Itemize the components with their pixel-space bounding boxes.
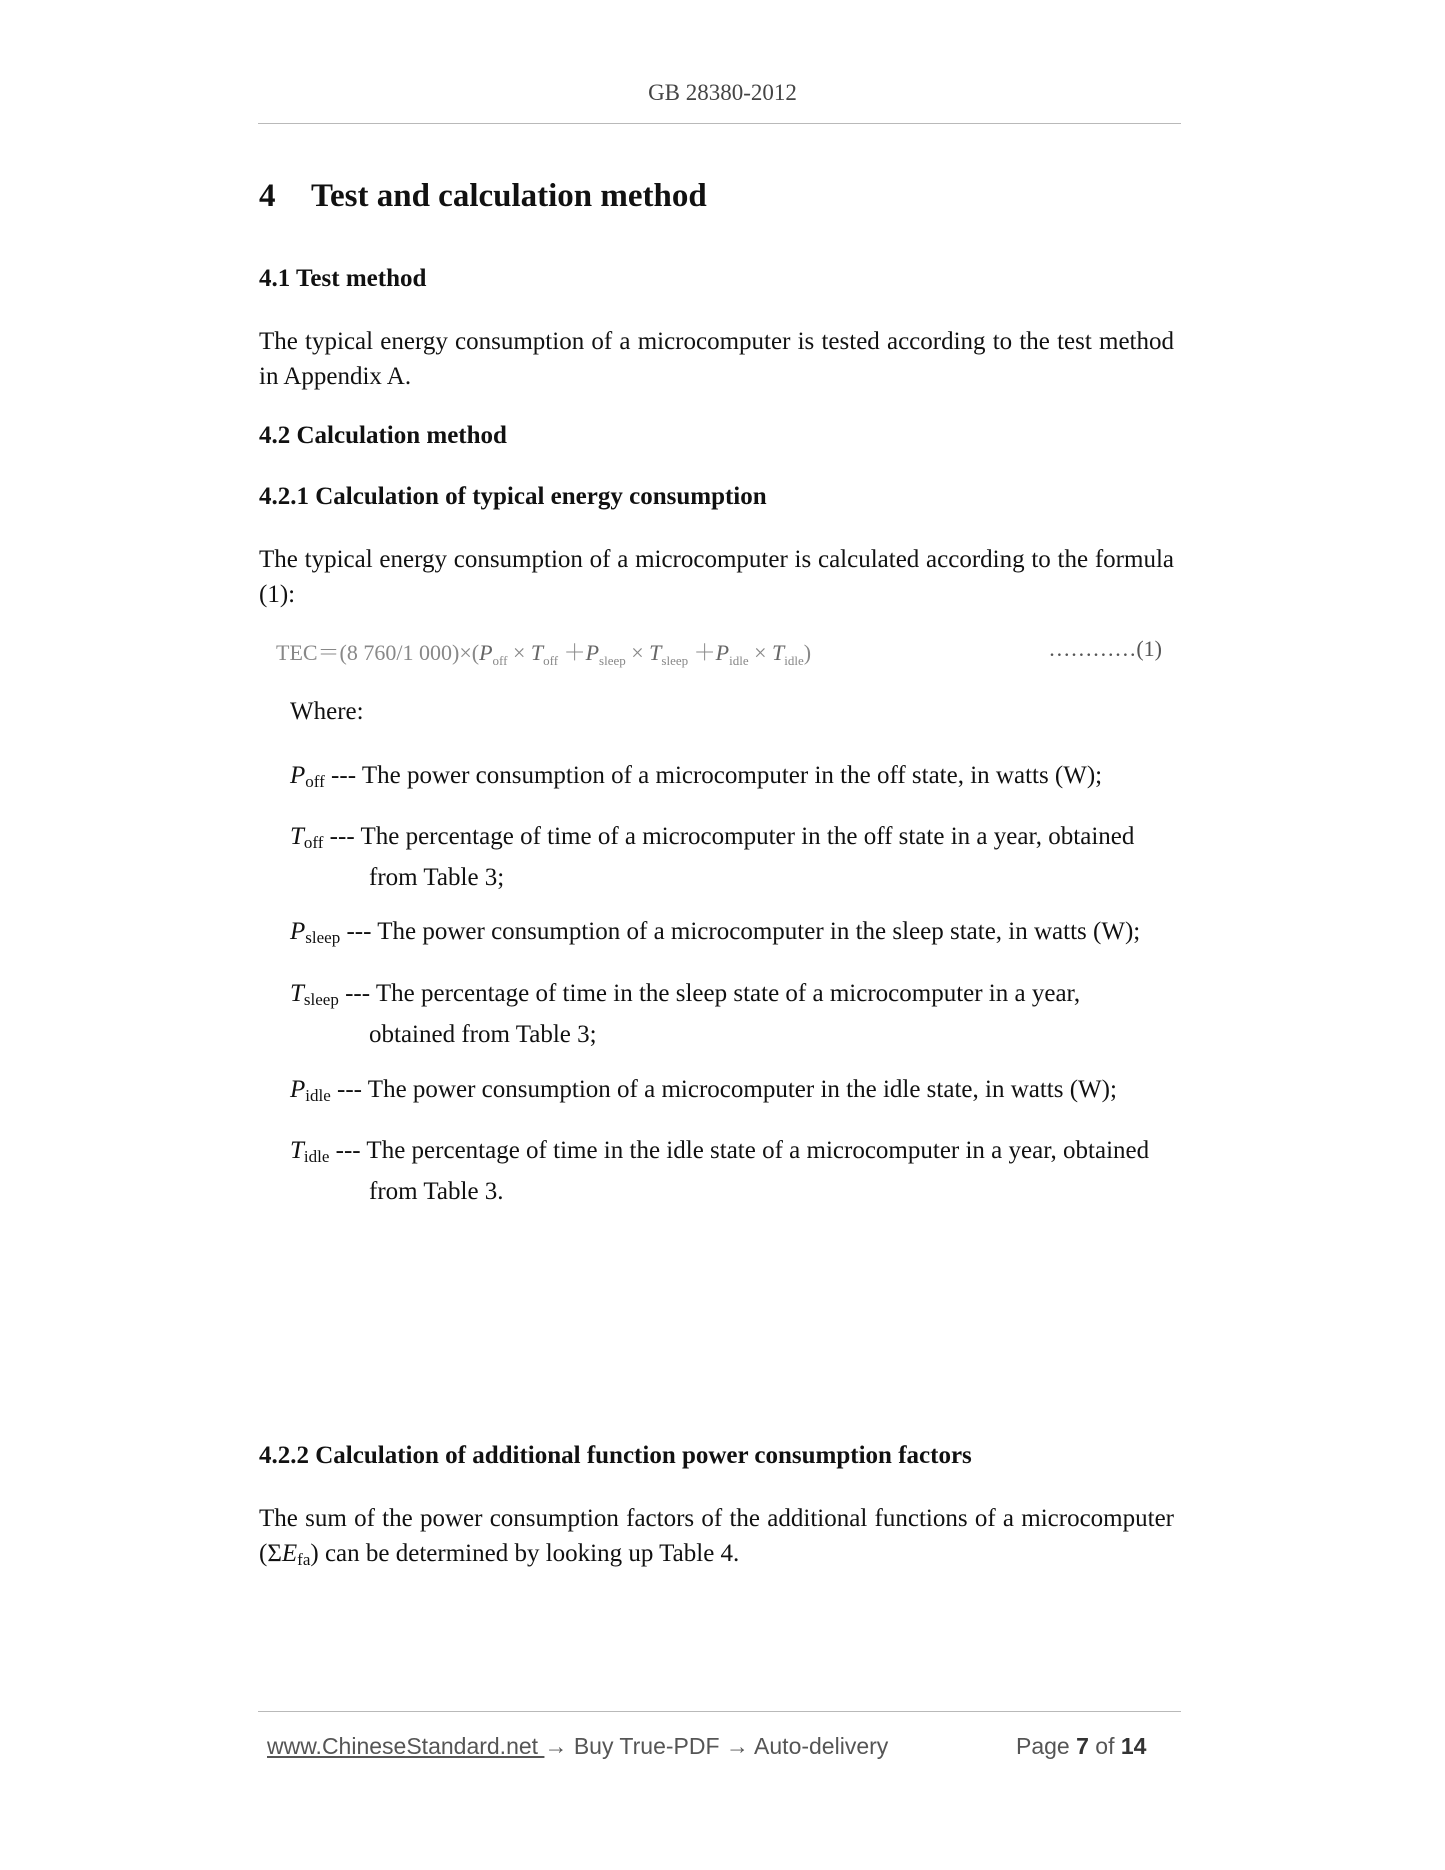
definition-t-off: $T_{off}$ --- The percentage of time of a microcomputer in the off state in a year, obtained from Table 3;: [290, 823, 1135, 891]
page-indicator: Page 7 of 14: [1016, 1733, 1147, 1759]
definition-t-sleep: $T_{sleep}$ --- The percentage of time in the sleep state of a microcomputer in a year, obtained from Table 3;: [290, 980, 1081, 1048]
subsection-heading-4-2-2: 4.2.2 Calculation of additional function power consumption factors: [259, 1442, 972, 1469]
section-heading: [259, 178, 707, 215]
tec-formula: TEC＝(8 760/1 $000)\times(P_{off} \times T_{off} +P_{sleep} \times T_{sleep} +P_{idle} \times T_{idle})$ …………(1): [276, 636, 1162, 668]
current-page-number: 7: [1076, 1733, 1089, 1759]
definition-p-sleep: $P_{sleep}$ --- The power consumption of a microcomputer in the sleep state, in watts (W);: [290, 918, 1141, 947]
footer-navigation: [267, 1733, 888, 1760]
section-number: 4: [259, 178, 276, 214]
chinesestandard-link[interactable]: www.ChineseStandard.net: [267, 1733, 545, 1759]
where-label: Where:: [290, 698, 364, 725]
paragraph-calculation: The typical energy consumption of a microcomputer is calculated according to the formula (1):: [259, 546, 1174, 608]
formula-lhs: TEC＝(8 760/1 000)×(: [276, 640, 480, 665]
equation-number: …………(1): [1048, 636, 1162, 661]
paragraph-test-method: The typical energy consumption of a microcomputer is tested according to the test method in Appendix A.: [259, 328, 1174, 390]
definition-p-off: $P_{off}$ --- The power consumption of a microcomputer in the off state, in watts (W);: [290, 762, 1103, 791]
subsection-heading-4-1: 4.1 Test method: [259, 265, 427, 292]
total-page-count: 14: [1120, 1733, 1147, 1759]
subsection-heading-4-2: 4.2 Calculation method: [259, 422, 507, 449]
footer-divider: [258, 1711, 1181, 1712]
header-divider: [258, 123, 1181, 124]
arrow-right-icon: →: [725, 1733, 749, 1759]
paragraph-additional-functions: The sum of the power consumption factors of the additional functions of a microcomputer $(\Sigma E_{fa})$ can be determined by looking up Table 4.: [259, 1505, 1174, 1569]
definition-p-idle: $P_{idle}$ --- The power consumption of a microcomputer in the idle state, in watts (W);: [290, 1076, 1117, 1105]
section-title: Test and calculation method: [311, 178, 707, 214]
document-id-header: GB 28380-2012: [648, 80, 797, 105]
arrow-right-icon: →: [544, 1733, 568, 1759]
subsection-heading-4-2-1: 4.2.1 Calculation of typical energy consumption: [259, 483, 767, 510]
auto-delivery-text: Auto-delivery: [748, 1733, 889, 1759]
definition-t-idle: $T_{idle}$ --- The percentage of time in the idle state of a microcomputer in a year, obtained from Table 3.: [290, 1137, 1150, 1205]
buy-true-pdf-text: Buy True-PDF: [567, 1733, 726, 1759]
